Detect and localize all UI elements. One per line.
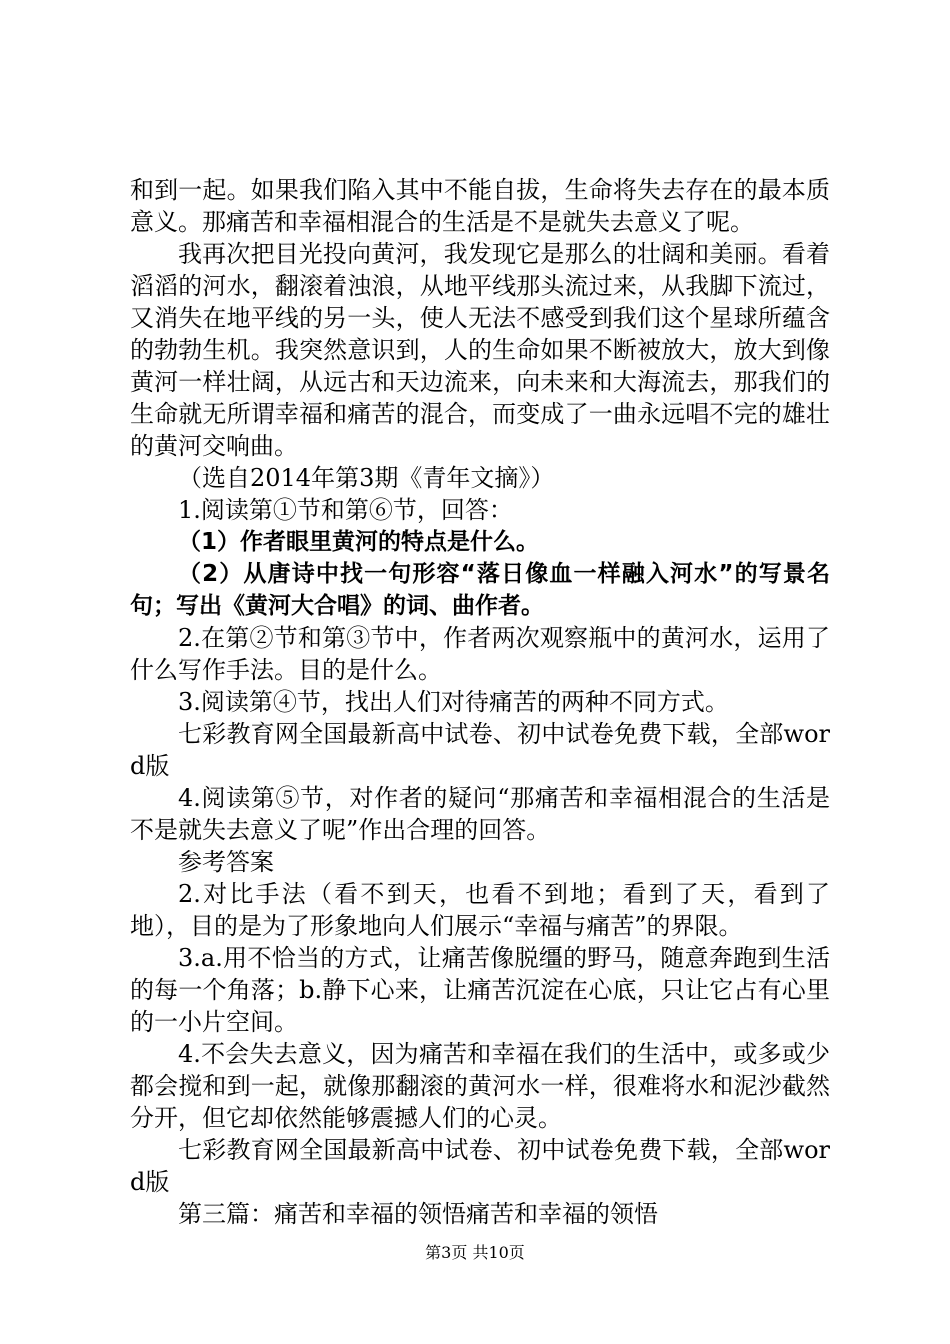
paragraph-yellow-river: 我再次把目光投向黄河，我发现它是那么的壮阔和美丽。看着滔滔的河水，翻滚着浊浪，从地平线那头流过来，从我脚下流过，又消失在地平线的另一头，使人无法不感受到我们这个星球所蕴含的勃勃生机。我突然意识到，人的生命如果不断被放大，放大到像黄河一样壮阔，从远古和天边流来，向未来和大海流去，那我们的生命就无所谓幸福和痛苦的混合，而变成了一曲永远唱不完的雄壮的黄河交响曲。 [130, 240, 830, 460]
question-2: 2.在第②节和第③节中，作者两次观察瓶中的黄河水，运用了什么写作手法。目的是什么。 [130, 624, 830, 684]
paragraph-continuation: 和到一起。如果我们陷入其中不能自拔，生命将失去存在的最本质意义。那痛苦和幸福相混合的生活是不是就失去意义了呢。 [130, 176, 830, 236]
answer-4: 4.不会失去意义，因为痛苦和幸福在我们的生活中，或多或少都会搅和到一起，就像那翻滚的黄河水一样，很难将水和泥沙截然分开，但它却依然能够震撼人们的心灵。 [130, 1040, 830, 1132]
question-4: 4.阅读第⑤节，对作者的疑问“那痛苦和幸福相混合的生活是不是就失去意义了呢”作出合理的回答。 [130, 784, 830, 844]
promo-line-1: 七彩教育网全国最新高中试卷、初中试卷免费下载，全部word版 [130, 720, 830, 780]
answers-heading: 参考答案 [178, 848, 274, 876]
source-note: （选自2014年第3期《青年文摘》） [178, 464, 555, 492]
answer-2: 2.对比手法（看不到天，也看不到地；看到了天，看到了地），目的是为了形象地向人们展示“幸福与痛苦”的界限。 [130, 880, 830, 940]
question-1-part-2: （2）从唐诗中找一句形容“落日像血一样融入河水”的写景名句；写出《黄河大合唱》的词、曲作者。 [130, 561, 830, 619]
question-3: 3.阅读第④节，找出人们对待痛苦的两种不同方式。 [178, 688, 729, 716]
question-1: 1.阅读第①节和第⑥节，回答： [178, 496, 513, 524]
document-body [130, 174, 830, 1230]
answer-3: 3.a.用不恰当的方式，让痛苦像脱缰的野马，随意奔跑到生活的每一个角落；b.静下心来，让痛苦沉淀在心底，只让它占有心里的一小片空间。 [130, 944, 830, 1036]
section-three-title: 第三篇：痛苦和幸福的领悟痛苦和幸福的领悟 [178, 1200, 658, 1228]
page-footer: 第3页 共10页 [425, 1243, 525, 1262]
question-1-part-1: （1）作者眼里黄河的特点是什么。 [178, 529, 540, 555]
promo-line-2: 七彩教育网全国最新高中试卷、初中试卷免费下载，全部word版 [130, 1136, 830, 1196]
